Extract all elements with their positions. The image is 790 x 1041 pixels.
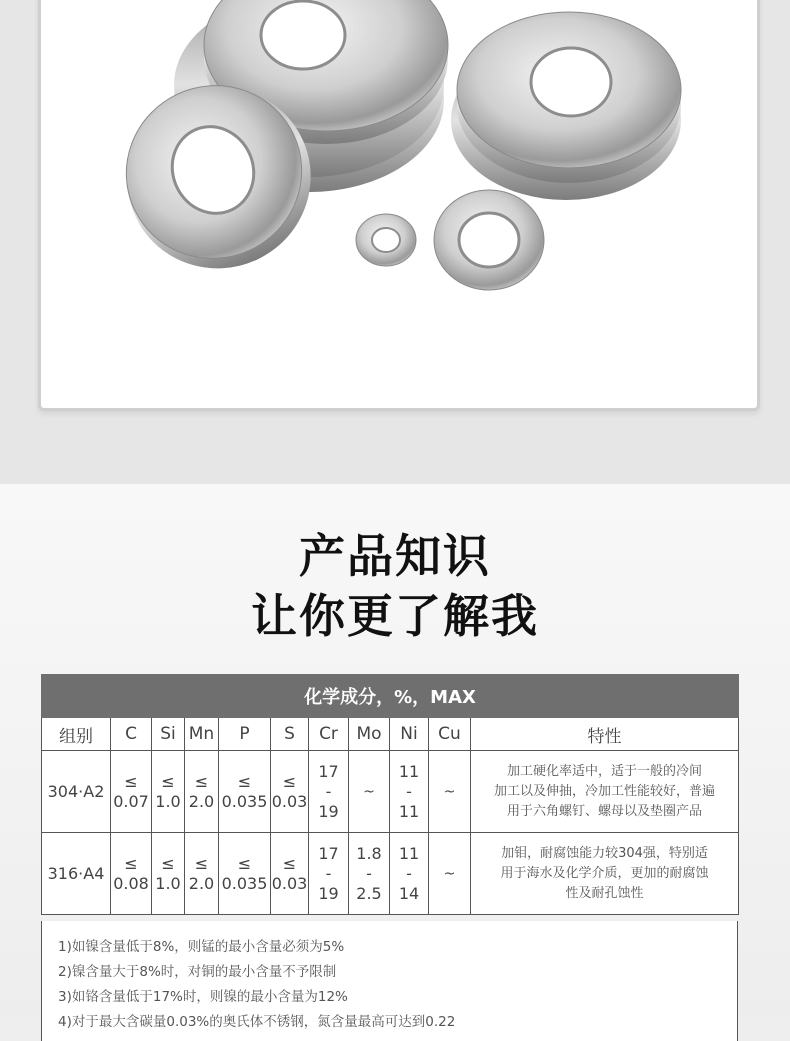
header-p: P xyxy=(219,718,271,751)
cell-cu: ~ xyxy=(429,833,471,915)
header-s: S xyxy=(271,718,309,751)
header-cr: Cr xyxy=(309,718,349,751)
section-heading-line1: 产品知识 xyxy=(299,529,491,583)
cell-c: ≤ 0.07 xyxy=(111,751,152,833)
cell-properties: 加钼，耐腐蚀能力较304强，特别适 用于海水及化学介质，更加的耐腐蚀 性及耐孔蚀性 xyxy=(471,833,739,915)
cell-ni: 11 - 11 xyxy=(390,751,429,833)
header-c: C xyxy=(111,718,152,751)
cell-si: ≤ 1.0 xyxy=(152,833,185,915)
note-item: 4)对于最大含碳量0.03%的奥氏体不锈钢，氮含量最高可达到0.22 xyxy=(58,1014,456,1030)
cell-cu: ~ xyxy=(429,751,471,833)
cell-p: ≤ 0.035 xyxy=(219,751,271,833)
cell-properties: 加工硬化率适中，适于一般的冷间 加工以及伸抽，冷加工性能较好，普遍 用于六角螺钉、螺母以及垫圈产品 xyxy=(471,751,739,833)
table-row xyxy=(42,751,739,833)
cell-mo: ~ xyxy=(349,751,390,833)
header-si: Si xyxy=(152,718,185,751)
cell-mn: ≤ 2.0 xyxy=(185,751,219,833)
washers-image xyxy=(41,0,757,408)
cell-grade: 316·A4 xyxy=(42,833,111,915)
product-photo-section xyxy=(0,0,790,484)
cell-grade: 304·A2 xyxy=(42,751,111,833)
chemical-composition-table xyxy=(41,674,739,915)
section-heading-line2: 让你更了解我 xyxy=(251,589,539,643)
note-item: 2)镍含量大于8%时，对铜的最小含量不予限制 xyxy=(58,964,337,980)
product-photo-frame xyxy=(38,0,760,411)
cell-cr: 17 - 19 xyxy=(309,751,349,833)
header-ni: Ni xyxy=(390,718,429,751)
cell-c: ≤ 0.08 xyxy=(111,833,152,915)
table-title: 化学成分，%，MAX xyxy=(42,675,739,718)
note-item: 3)如铬含量低于17%时，则镍的最小含量为12% xyxy=(58,989,348,1005)
cell-mo: 1.8 - 2.5 xyxy=(349,833,390,915)
header-cu: Cu xyxy=(429,718,471,751)
cell-mn: ≤ 2.0 xyxy=(185,833,219,915)
table-title-row xyxy=(42,675,739,718)
header-properties: 特性 xyxy=(471,718,739,751)
table-header-row xyxy=(42,718,739,751)
header-group: 组别 xyxy=(42,718,111,751)
note-item: 1)如镍含量低于8%，则锰的最小含量必须为5% xyxy=(58,939,345,955)
cell-ni: 11 - 14 xyxy=(390,833,429,915)
cell-cr: 17 - 19 xyxy=(309,833,349,915)
table-notes xyxy=(41,921,738,1041)
cell-s: ≤ 0.03 xyxy=(271,833,309,915)
cell-si: ≤ 1.0 xyxy=(152,751,185,833)
header-mn: Mn xyxy=(185,718,219,751)
cell-p: ≤ 0.035 xyxy=(219,833,271,915)
table-row xyxy=(42,833,739,915)
cell-s: ≤ 0.03 xyxy=(271,751,309,833)
header-mo: Mo xyxy=(349,718,390,751)
